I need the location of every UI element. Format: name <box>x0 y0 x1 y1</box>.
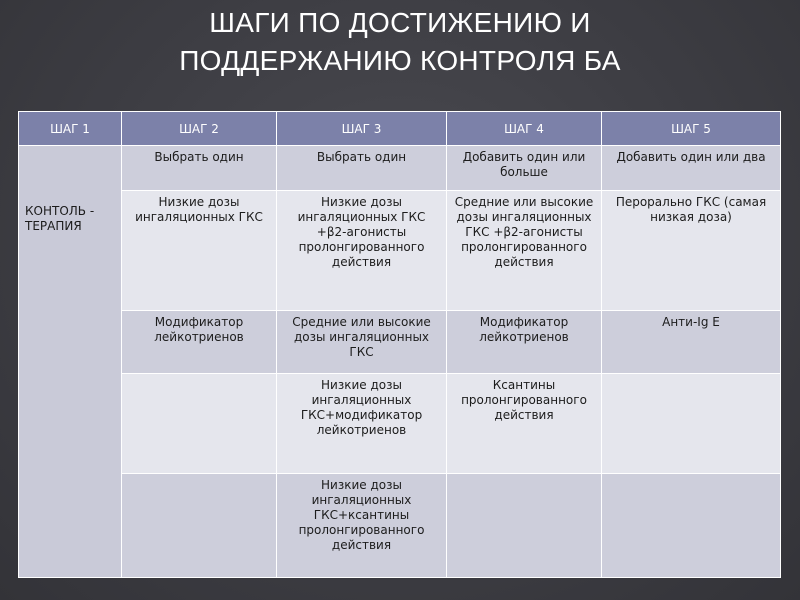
table-row <box>19 374 781 474</box>
header-step-5: ШАГ 5 <box>602 112 781 146</box>
table-row <box>19 311 781 374</box>
header-step-2: ШАГ 2 <box>122 112 277 146</box>
table-cell: Добавить один или два <box>602 146 781 191</box>
table-cell <box>447 474 602 578</box>
table-row <box>19 191 781 311</box>
table-cell: Модификатор лейкотриенов <box>122 311 277 374</box>
side-label-line-2: ТЕРАПИЯ <box>25 219 82 233</box>
table-cell <box>122 374 277 474</box>
header-step-4: ШАГ 4 <box>447 112 602 146</box>
side-label-line-1: КОНТОЛЬ - <box>25 204 95 218</box>
table-cell: Модификатор лейкотриенов <box>447 311 602 374</box>
table-cell: Перорально ГКС (самая низкая доза) <box>602 191 781 311</box>
table-cell: Ксантины пролонгированного действия <box>447 374 602 474</box>
steps-table <box>18 111 781 578</box>
table-cell <box>602 474 781 578</box>
table-cell: Низкие дозы ингаляционных ГКС <box>122 191 277 311</box>
table-cell: Низкие дозы ингаляционных ГКС+модификатор лейкотриенов <box>277 374 447 474</box>
side-label-cell <box>19 146 122 578</box>
table-cell: Выбрать один <box>277 146 447 191</box>
header-step-3: ШАГ 3 <box>277 112 447 146</box>
header-row <box>19 112 781 146</box>
slide-title-line-2: ПОДДЕРЖАНИЮ КОНТРОЛЯ БА <box>179 45 621 76</box>
slide-title <box>0 4 800 80</box>
table-cell: Средние или высокие дозы ингаляционных ГКС +β2-агонисты пролонгированного действия <box>447 191 602 311</box>
table-row <box>19 146 781 191</box>
table-cell: Низкие дозы ингаляционных ГКС +β2-агонисты пролонгированного действия <box>277 191 447 311</box>
table-cell: Добавить один или больше <box>447 146 602 191</box>
table-row <box>19 474 781 578</box>
table-cell: Анти-Ig E <box>602 311 781 374</box>
slide-title-line-1: ШАГИ ПО ДОСТИЖЕНИЮ И <box>209 7 591 38</box>
table-cell <box>122 474 277 578</box>
header-step-1: ШАГ 1 <box>19 112 122 146</box>
table-cell: Выбрать один <box>122 146 277 191</box>
table-cell: Низкие дозы ингаляционных ГКС+ксантины пролонгированного действия <box>277 474 447 578</box>
table-cell: Средние или высокие дозы ингаляционных ГКС <box>277 311 447 374</box>
table-cell <box>602 374 781 474</box>
